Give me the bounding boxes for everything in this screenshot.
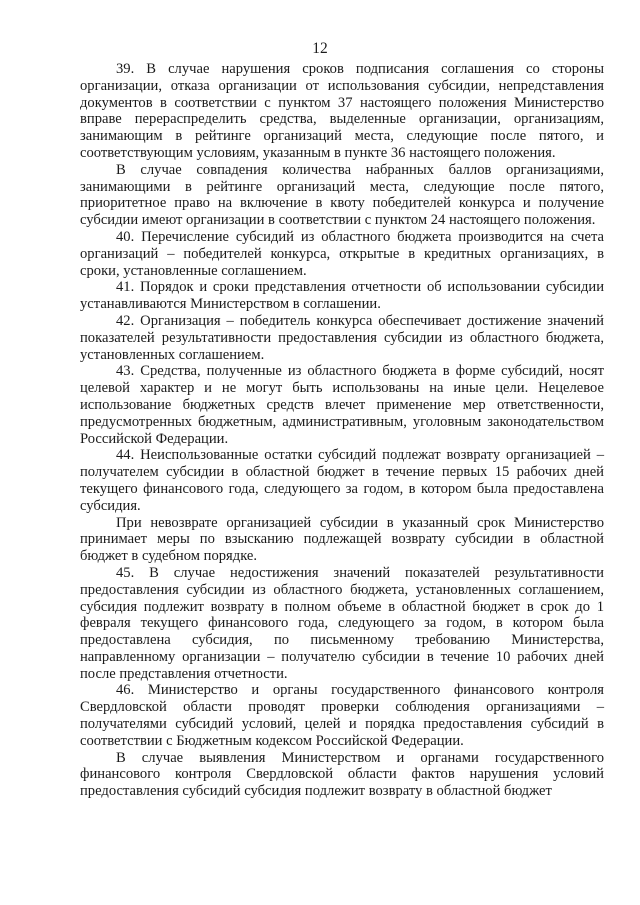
paragraph-46-continuation: В случае выявления Министерством и органами государственного финансового контроля Свердловской области фактов нарушения условий предоставления субсидий субсидия подлежит возврату в областной бюджет	[80, 749, 604, 800]
document-body	[80, 61, 604, 800]
paragraph-39-continuation: В случае совпадения количества набранных баллов организациями, занимающими в рейтинге организаций места, следующие после пятого, приоритетное право на включение в квоту победителей конкурса и получение субсидии имеют организации в соответствии с пунктом 24 настоящего положения.	[80, 161, 604, 229]
paragraph-42: 42. Организация – победитель конкурса обеспечивает достижение значений показателей результативности предоставления субсидии из областного бюджета, установленных соглашением.	[80, 312, 604, 363]
page-number: 12	[312, 40, 328, 57]
paragraph-46: 46. Министерство и органы государственного финансового контроля Свердловской области проводят проверки соблюдения организациями – получателями субсидий условий, целей и порядка предоставления субсидий в соответствии с Бюджетным кодексом Российской Федерации.	[80, 682, 604, 749]
paragraph-39: 39. В случае нарушения сроков подписания соглашения со стороны организации, отказа организации от использования субсидии, непредставления документов в соответствии с пунктом 37 настоящего положения Министерство вправе перераспределить средства, выделенные организации, организациям, занимающим в рейтинге организаций места, следующие после пятого, и соответствующим условиям, указанным в пункте 36 настоящего положения.	[80, 61, 604, 161]
paragraph-40: 40. Перечисление субсидий из областного бюджета производится на счета организаций – победителей конкурса, открытые в кредитных организациях, в сроки, установленные соглашением.	[80, 228, 604, 279]
paragraph-41: 41. Порядок и сроки представления отчетности об использовании субсидии устанавливаются Министерством в соглашении.	[80, 279, 604, 313]
paragraph-44: 44. Неиспользованные остатки субсидий подлежат возврату организацией – получателем субсидии в областной бюджет в течение первых 15 рабочих дней текущего финансового года, следующего за годом, в котором была предоставлена субсидия.	[80, 447, 604, 514]
paragraph-45: 45. В случае недостижения значений показателей результативности предоставления субсидии из областного бюджета, установленных соглашением, субсидия подлежит возврату в полном объеме в областной бюджет в срок до 1 февраля текущего финансового года, следующего за годом, в котором была предоставлена субсидия, по письменному требованию Министерства, направленному организации – получателю субсидии в течение 10 рабочих дней после представления отчетности.	[80, 564, 604, 682]
paragraph-44-continuation: При невозврате организацией субсидии в указанный срок Министерство принимает меры по взысканию подлежащей возврату субсидии в областной бюджет в судебном порядке.	[80, 514, 604, 565]
paragraph-43: 43. Средства, полученные из областного бюджета в форме субсидий, носят целевой характер и не могут быть использованы на иные цели. Нецелевое использование бюджетных средств влечет применение мер ответственности, предусмотренных бюджетным, административным, уголовным законодательством Российской Федерации.	[80, 363, 604, 447]
